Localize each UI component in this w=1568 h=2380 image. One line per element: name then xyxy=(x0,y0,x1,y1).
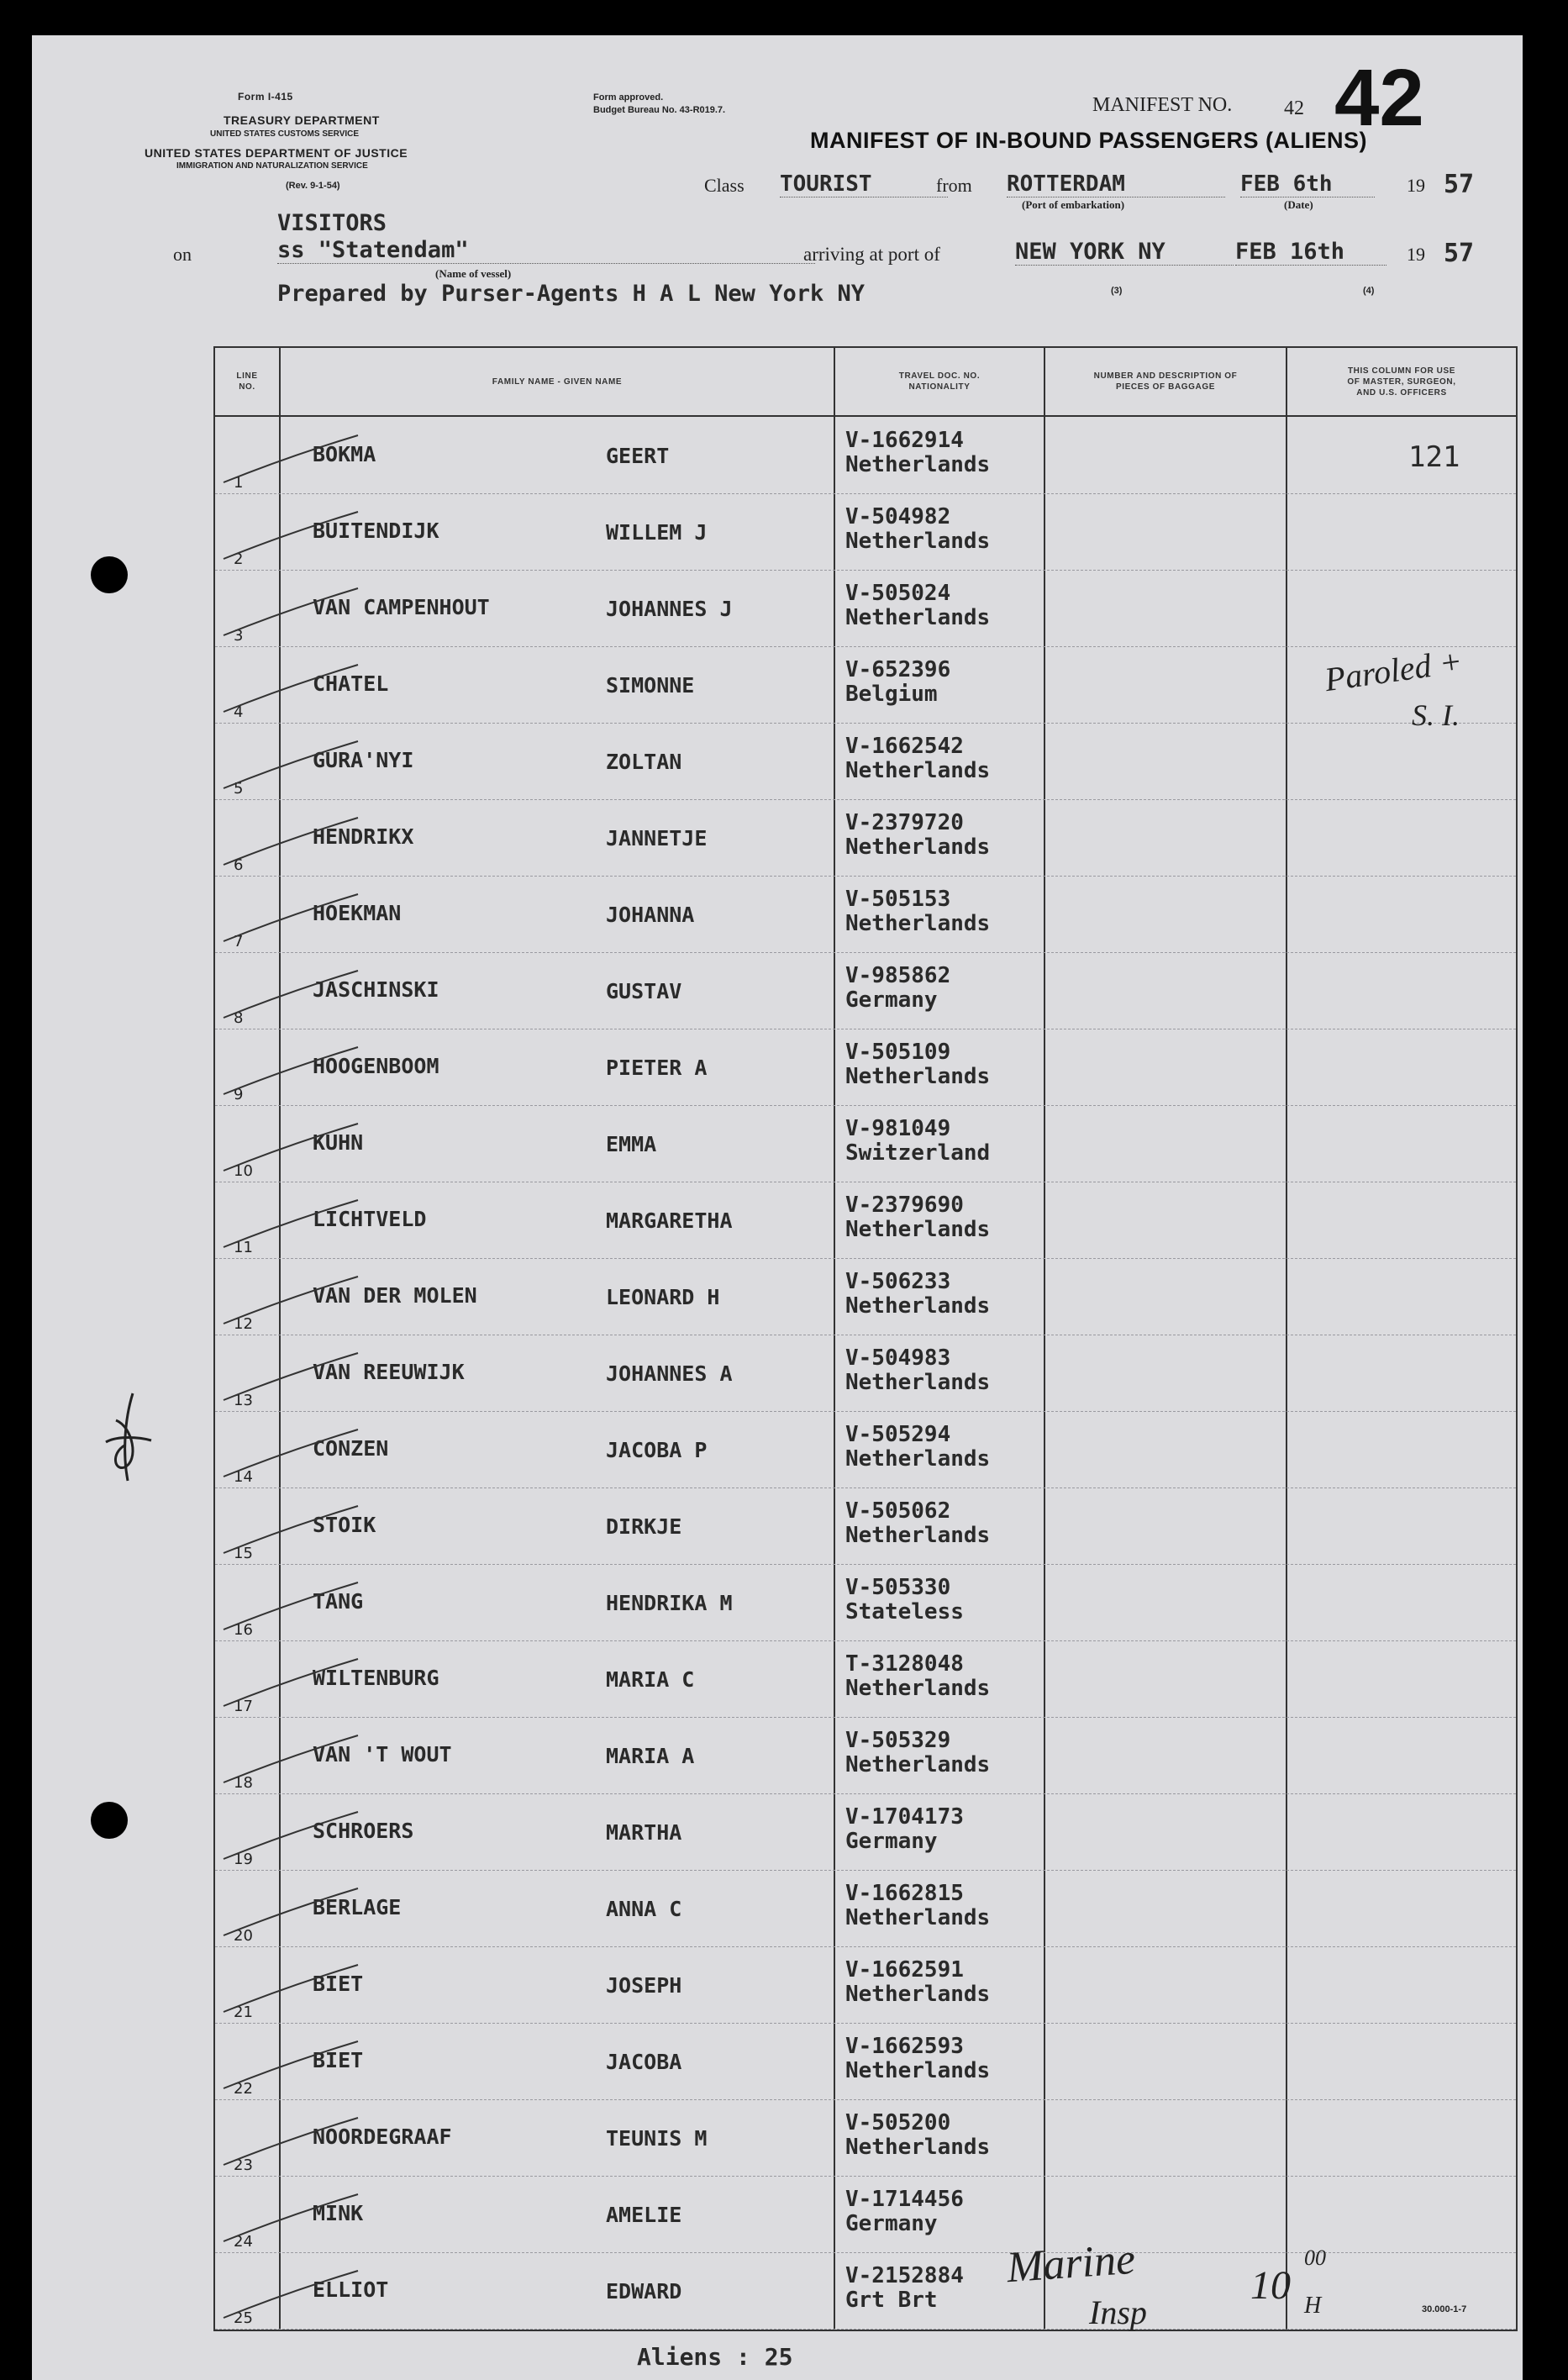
table-row xyxy=(215,952,1516,1029)
given-name: GUSTAV xyxy=(606,979,682,1003)
arrival-port: NEW YORK NY xyxy=(1015,239,1234,266)
travel-doc-number: V-2379690 xyxy=(845,1193,964,1218)
family-name: BIET xyxy=(313,1972,364,1996)
travel-document xyxy=(845,887,990,936)
nationality: Grt Brt xyxy=(845,2288,938,2313)
family-name: ELLIOT xyxy=(313,2277,389,2302)
line-number: 13 xyxy=(234,1392,253,1409)
year-prefix-2: 19 xyxy=(1407,244,1425,265)
given-name: ZOLTAN xyxy=(606,750,682,774)
nationality: Netherlands xyxy=(845,1752,991,1777)
travel-document xyxy=(845,2111,990,2160)
travel-document xyxy=(845,1346,990,1395)
travel-document xyxy=(845,811,990,860)
handwritten-mark-icon xyxy=(99,1387,158,1488)
passenger-table xyxy=(213,346,1518,2331)
nationality: Netherlands xyxy=(845,1370,991,1395)
line-number: 12 xyxy=(234,1315,253,1333)
nationality: Netherlands xyxy=(845,2058,991,2083)
line-number: 16 xyxy=(234,1621,253,1639)
table-row xyxy=(215,1488,1516,1565)
column-4-marker: (4) xyxy=(1363,286,1375,296)
manifest-title: MANIFEST OF IN-BOUND PASSENGERS (ALIENS) xyxy=(810,128,1368,153)
form-number: Form I-415 xyxy=(238,91,293,103)
form-revision: (Rev. 9-1-54) xyxy=(286,181,340,191)
line-number: 23 xyxy=(234,2156,253,2174)
travel-doc-number: V-505109 xyxy=(845,1040,951,1065)
table-row xyxy=(215,2023,1516,2100)
table-row xyxy=(215,1793,1516,1871)
date-caption: (Date) xyxy=(1284,198,1313,211)
travel-document xyxy=(845,2035,990,2083)
print-code: 30.000-1-7 xyxy=(1422,2304,1467,2314)
travel-doc-number: V-1714456 xyxy=(845,2187,964,2212)
travel-document xyxy=(845,2188,964,2236)
travel-doc-number: V-504983 xyxy=(845,1345,951,1371)
family-name: KUHN xyxy=(313,1130,364,1155)
check-mark-icon xyxy=(215,2176,383,2251)
check-mark-icon xyxy=(215,1488,383,1563)
family-name: MINK xyxy=(313,2201,364,2225)
column-header-travel-doc: TRAVEL DOC. NO. NATIONALITY xyxy=(898,371,981,392)
family-name: BOKMA xyxy=(313,442,376,466)
travel-doc-number: V-1662591 xyxy=(845,1957,964,1982)
table-row xyxy=(215,646,1516,724)
family-name: CONZEN xyxy=(313,1436,389,1461)
table-row xyxy=(215,1105,1516,1182)
check-mark-icon xyxy=(215,799,383,875)
check-mark-icon xyxy=(215,1870,383,1946)
table-row xyxy=(215,876,1516,953)
travel-document xyxy=(845,1958,990,2007)
family-name: STOIK xyxy=(313,1513,376,1537)
table-row xyxy=(215,1258,1516,1335)
check-mark-icon xyxy=(215,1564,383,1640)
given-name: MARGARETHA xyxy=(606,1208,733,1233)
class-value: TOURIST xyxy=(780,171,948,197)
nationality: Netherlands xyxy=(845,1523,991,1548)
check-mark-icon xyxy=(215,1105,383,1181)
insp-note: Insp xyxy=(1089,2293,1147,2331)
line-number: 11 xyxy=(234,1239,253,1256)
line-number: 9 xyxy=(234,1086,244,1103)
check-mark-icon xyxy=(215,1029,383,1104)
paroled-note: Paroled + xyxy=(1322,641,1465,699)
given-name: JOHANNA xyxy=(606,903,695,927)
travel-document xyxy=(845,1882,990,1930)
check-mark-icon xyxy=(215,952,383,1028)
given-name: JANNETJE xyxy=(606,826,708,850)
table-row xyxy=(215,1870,1516,1947)
check-mark-icon xyxy=(215,646,383,722)
check-mark-icon xyxy=(215,1793,383,1869)
nationality: Stateless xyxy=(845,1599,964,1624)
table-row xyxy=(215,1335,1516,1412)
travel-document xyxy=(845,964,950,1013)
travel-document xyxy=(845,1040,990,1089)
fee-note-cents: 00 xyxy=(1304,2246,1326,2270)
table-row xyxy=(215,570,1516,647)
nationality: Netherlands xyxy=(845,2135,991,2160)
travel-document xyxy=(845,1729,990,1777)
line-number: 19 xyxy=(234,1851,253,1868)
travel-document xyxy=(845,2264,964,2313)
check-mark-icon xyxy=(215,723,383,798)
table-row xyxy=(215,417,1516,494)
travel-doc-number: V-505153 xyxy=(845,887,951,912)
check-mark-icon xyxy=(215,1258,383,1334)
year-1: 57 xyxy=(1444,170,1475,199)
fee-note: 10 xyxy=(1250,2263,1291,2308)
department-of-justice: UNITED STATES DEPARTMENT OF JUSTICE xyxy=(145,146,408,160)
given-name: EMMA xyxy=(606,1132,657,1156)
immigration-service: IMMIGRATION AND NATURALIZATION SERVICE xyxy=(176,161,368,171)
travel-doc-number: V-981049 xyxy=(845,1116,951,1141)
nationality: Netherlands xyxy=(845,911,991,936)
travel-doc-number: V-2379720 xyxy=(845,810,964,835)
travel-doc-number: V-504982 xyxy=(845,504,951,529)
vessel-name: ss "Statendam" xyxy=(277,237,815,264)
aliens-total: Aliens : 25 xyxy=(637,2343,793,2371)
customs-service: UNITED STATES CUSTOMS SERVICE xyxy=(210,129,360,139)
given-name: EDWARD xyxy=(606,2279,682,2304)
table-row xyxy=(215,1640,1516,1718)
travel-document xyxy=(845,1576,964,1624)
given-name: GEERT xyxy=(606,444,670,468)
family-name: HOEKMAN xyxy=(313,901,402,925)
check-mark-icon xyxy=(215,1946,383,2022)
check-mark-icon xyxy=(215,2252,383,2328)
travel-document xyxy=(845,429,990,477)
table-row xyxy=(215,1946,1516,2024)
family-name: BERLAGE xyxy=(313,1895,402,1919)
line-number: 22 xyxy=(234,2080,253,2098)
table-row xyxy=(215,493,1516,571)
given-name: JOSEPH xyxy=(606,1973,682,1998)
nationality: Netherlands xyxy=(845,452,991,477)
line-number: 21 xyxy=(234,2004,253,2021)
travel-doc-number: V-1662914 xyxy=(845,428,964,453)
given-name: ANNA C xyxy=(606,1897,682,1921)
port-of-embarkation: ROTTERDAM xyxy=(1007,171,1225,197)
arriving-label: arriving at port of xyxy=(803,244,940,265)
given-name: JACOBA P xyxy=(606,1438,708,1462)
table-row xyxy=(215,2099,1516,2177)
given-name: AMELIE xyxy=(606,2203,682,2227)
check-mark-icon xyxy=(215,1411,383,1487)
nationality: Germany xyxy=(845,2211,938,2236)
travel-document xyxy=(845,582,990,630)
family-name: SCHROERS xyxy=(313,1819,414,1843)
travel-doc-number: V-1704173 xyxy=(845,1804,964,1830)
check-mark-icon xyxy=(215,1335,383,1410)
line-number: 7 xyxy=(234,933,244,950)
line-number: 24 xyxy=(234,2233,253,2251)
given-name: MARIA A xyxy=(606,1744,695,1768)
family-name: HENDRIKX xyxy=(313,824,414,849)
travel-doc-number: V-505330 xyxy=(845,1575,951,1600)
check-mark-icon xyxy=(215,1182,383,1257)
column-header-name: FAMILY NAME - GIVEN NAME xyxy=(492,376,623,387)
line-number: 2 xyxy=(234,550,244,568)
family-name: TANG xyxy=(313,1589,364,1614)
manifest-number-typed: 42 xyxy=(1284,97,1304,119)
given-name: TEUNIS M xyxy=(606,2126,708,2151)
nationality: Switzerland xyxy=(845,1140,991,1166)
given-name: WILLEM J xyxy=(606,520,708,545)
check-mark-icon xyxy=(215,2099,383,2175)
check-mark-icon xyxy=(215,417,383,492)
family-name: GURA'NYI xyxy=(313,748,414,772)
travel-doc-number: V-505294 xyxy=(845,1422,951,1447)
line-number: 5 xyxy=(234,780,244,798)
budget-bureau: Budget Bureau No. 43-R019.7. xyxy=(593,105,726,115)
family-name: CHATEL xyxy=(313,671,389,696)
line-number: 17 xyxy=(234,1698,253,1715)
given-name: SIMONNE xyxy=(606,673,695,698)
nationality: Belgium xyxy=(845,682,938,707)
line-number: 1 xyxy=(234,474,244,492)
line-number: 8 xyxy=(234,1009,244,1027)
travel-doc-number: V-505062 xyxy=(845,1498,951,1524)
column-header-line-no: LINE NO. xyxy=(236,371,258,392)
visitors-label: VISITORS xyxy=(277,210,387,236)
form-approved: Form approved. xyxy=(593,92,664,103)
given-name: DIRKJE xyxy=(606,1514,682,1539)
given-name: MARTHA xyxy=(606,1820,682,1845)
embarkation-date: FEB 6th xyxy=(1240,171,1375,197)
family-name: JASCHINSKI xyxy=(313,977,439,1002)
table-row xyxy=(215,1411,1516,1488)
check-mark-icon xyxy=(215,1640,383,1716)
travel-doc-number: V-1662593 xyxy=(845,2034,964,2059)
given-name: JOHANNES A xyxy=(606,1361,733,1386)
travel-doc-number: V-652396 xyxy=(845,657,951,682)
punch-hole-bottom xyxy=(91,1802,128,1839)
arrival-date: FEB 16th xyxy=(1235,239,1386,266)
family-name: NOORDEGRAAF xyxy=(313,2125,452,2149)
from-label: from xyxy=(936,175,972,196)
nationality: Netherlands xyxy=(845,529,991,554)
table-row xyxy=(215,723,1516,800)
line-number: 10 xyxy=(234,1162,253,1180)
column-header-officers: THIS COLUMN FOR USE OF MASTER, SURGEON, AND U.S. OFFICERS xyxy=(1347,366,1456,398)
nationality: Netherlands xyxy=(845,605,991,630)
travel-document xyxy=(845,1805,964,1854)
family-name: VAN REEUWIJK xyxy=(313,1360,465,1384)
table-row xyxy=(215,1564,1516,1641)
travel-document xyxy=(845,1270,990,1319)
nationality: Germany xyxy=(845,987,938,1013)
travel-doc-number: V-506233 xyxy=(845,1269,951,1294)
travel-document xyxy=(845,658,950,707)
officer-count: 121 xyxy=(1408,440,1460,474)
punch-hole-top xyxy=(91,556,128,593)
travel-document xyxy=(845,1499,990,1548)
on-label: on xyxy=(173,244,192,265)
marine-note: Marine xyxy=(1005,2235,1137,2293)
table-row xyxy=(215,1029,1516,1106)
year-2: 57 xyxy=(1444,239,1475,268)
travel-doc-number: V-2152884 xyxy=(845,2263,964,2288)
nationality: Germany xyxy=(845,1829,938,1854)
table-row xyxy=(215,799,1516,877)
travel-doc-number: V-505329 xyxy=(845,1728,951,1753)
table-row xyxy=(215,2176,1516,2253)
nationality: Netherlands xyxy=(845,1064,991,1089)
nationality: Netherlands xyxy=(845,1217,991,1242)
family-name: BIET xyxy=(313,2048,364,2072)
travel-document xyxy=(845,1117,990,1166)
year-prefix-1: 19 xyxy=(1407,175,1425,196)
check-mark-icon xyxy=(215,1717,383,1793)
nationality: Netherlands xyxy=(845,758,991,783)
travel-document xyxy=(845,1423,990,1472)
given-name: LEONARD H xyxy=(606,1285,720,1309)
family-name: VAN CAMPENHOUT xyxy=(313,595,490,619)
manifest-number-stamp: 42 xyxy=(1334,53,1424,143)
nationality: Netherlands xyxy=(845,1293,991,1319)
nationality: Netherlands xyxy=(845,835,991,860)
family-name: LICHTVELD xyxy=(313,1207,427,1231)
travel-doc-number: V-1662815 xyxy=(845,1881,964,1906)
travel-doc-number: V-505024 xyxy=(845,581,951,606)
nationality: Netherlands xyxy=(845,1446,991,1472)
manifest-page xyxy=(32,35,1523,2380)
class-label: Class xyxy=(704,175,745,196)
given-name: MARIA C xyxy=(606,1667,695,1692)
line-number: 6 xyxy=(234,856,244,874)
table-row xyxy=(215,1717,1516,1794)
travel-doc-number: V-1662542 xyxy=(845,734,964,759)
family-name: BUITENDIJK xyxy=(313,519,439,543)
given-name: JACOBA xyxy=(606,2050,682,2074)
nationality: Netherlands xyxy=(845,1676,991,1701)
line-number: 4 xyxy=(234,703,244,721)
family-name: VAN DER MOLEN xyxy=(313,1283,477,1308)
travel-doc-number: V-505200 xyxy=(845,2110,951,2135)
check-mark-icon xyxy=(215,876,383,951)
family-name: VAN 'T WOUT xyxy=(313,1742,452,1767)
travel-doc-number: V-985862 xyxy=(845,963,951,988)
line-number: 14 xyxy=(234,1468,253,1486)
nationality: Netherlands xyxy=(845,1982,991,2007)
line-number: 15 xyxy=(234,1545,253,1562)
treasury-department: TREASURY DEPARTMENT xyxy=(224,113,380,127)
travel-document xyxy=(845,1193,990,1242)
check-mark-icon xyxy=(215,2023,383,2098)
column-header-baggage: NUMBER AND DESCRIPTION OF PIECES OF BAGGAGE xyxy=(1093,371,1238,392)
family-name: WILTENBURG xyxy=(313,1666,439,1690)
line-number: 18 xyxy=(234,1774,253,1792)
column-3-marker: (3) xyxy=(1111,286,1123,296)
manifest-label: MANIFEST NO. xyxy=(1092,94,1233,116)
travel-document xyxy=(845,505,990,554)
nationality: Netherlands xyxy=(845,1905,991,1930)
family-name: HOOGENBOOM xyxy=(313,1054,439,1078)
given-name: PIETER A xyxy=(606,1056,708,1080)
fee-note-h: H xyxy=(1304,2293,1322,2319)
line-number: 20 xyxy=(234,1927,253,1945)
given-name: HENDRIKA M xyxy=(606,1591,733,1615)
check-mark-icon xyxy=(215,493,383,569)
travel-document xyxy=(845,735,990,783)
line-number: 3 xyxy=(234,627,244,645)
port-of-embarkation-caption: (Port of embarkation) xyxy=(1022,198,1125,211)
line-number: 25 xyxy=(234,2309,253,2327)
given-name: JOHANNES J xyxy=(606,597,733,621)
check-mark-icon xyxy=(215,570,383,645)
travel-doc-number: T-3128048 xyxy=(845,1651,964,1677)
travel-document xyxy=(845,1652,990,1701)
prepared-by: Prepared by Purser-Agents H A L New York NY xyxy=(277,281,865,307)
paroled-note-2: S. I. xyxy=(1412,698,1460,732)
vessel-caption: (Name of vessel) xyxy=(435,267,512,280)
table-row xyxy=(215,1182,1516,1259)
